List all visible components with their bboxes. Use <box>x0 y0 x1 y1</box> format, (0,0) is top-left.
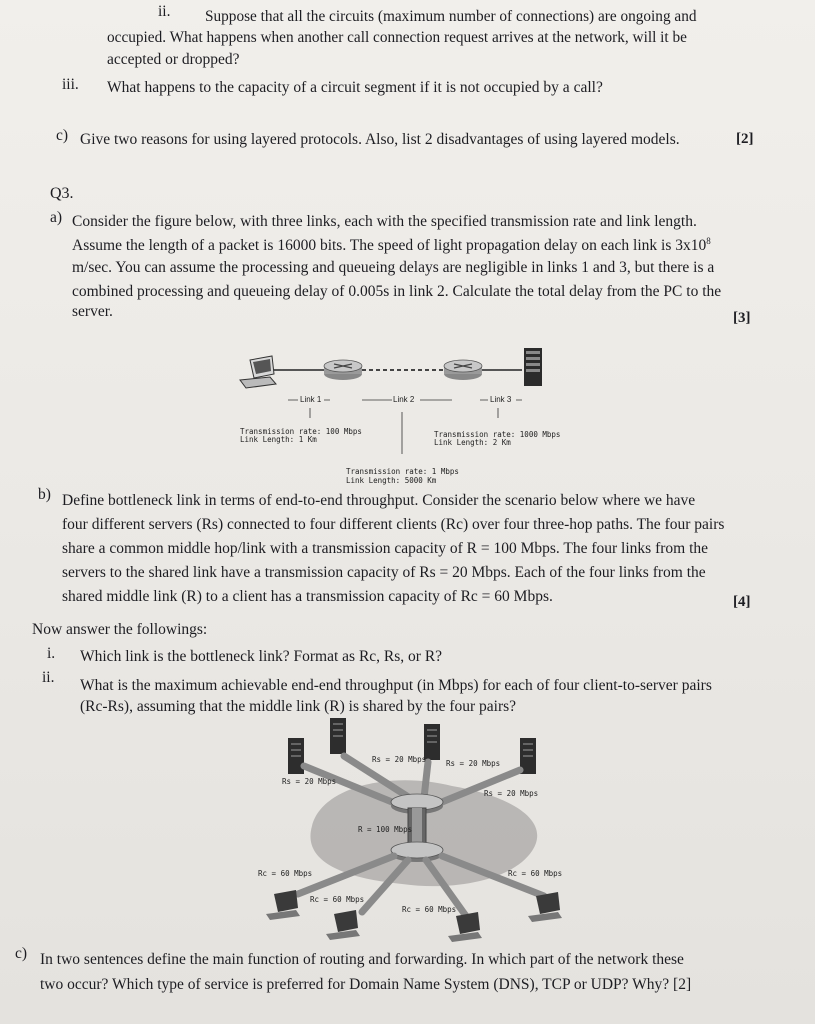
shared-link-figure <box>252 716 582 946</box>
r-label: R = 100 Mbps <box>358 825 413 834</box>
rs-label-3: Rs = 20 Mbps <box>446 759 501 768</box>
rc-label-3: Rc = 60 Mbps <box>402 905 457 914</box>
rc-label-2: Rc = 60 Mbps <box>310 895 365 904</box>
q3-b-line-1: Define bottleneck link in terms of end-to-end throughput. Consider the scenario below where we have <box>62 492 696 509</box>
q2-c-text: Give two reasons for using layered protocols. Also, list 2 disadvantages of using layered models. <box>80 131 680 148</box>
three-link-figure <box>232 340 562 480</box>
q3-a-line-1: Consider the figure below, with three links, each with the specified transmission rate and link length. <box>72 213 697 230</box>
link-3-length: Link Length: 2 Km <box>434 438 511 447</box>
link-2-length: Link Length: 5000 Km <box>346 476 437 485</box>
q3-b-i-text: Which link is the bottleneck link? Format as Rc, Rs, or R? <box>80 648 443 665</box>
q3-a-line-4: combined processing and queueing delay of 0.005s in link 2. Calculate the total delay from the PC to the <box>72 283 722 300</box>
q2-ii-number: ii. <box>158 3 171 20</box>
q3-a-line-2 <box>72 236 711 255</box>
rs-label-4: Rs = 20 Mbps <box>484 789 539 798</box>
q3-b-marks: [4] <box>733 594 751 610</box>
link-3-label: Link 3 <box>490 395 512 404</box>
q2-c-label: c) <box>56 127 69 144</box>
q3-b-i-number: i. <box>47 645 56 662</box>
now-answer-heading: Now answer the followings: <box>32 621 208 638</box>
q3-a-marks: [3] <box>733 310 751 326</box>
q2-ii-line-2: occupied. What happens when another call connection request arrives at the network, will it be <box>107 29 687 46</box>
q2-iii-number: iii. <box>62 76 79 93</box>
q3-a-line-2-text: Assume the length of a packet is 16000 bits. The speed of light propagation delay on each link is 3x10 <box>72 237 707 255</box>
q3-heading: Q3. <box>50 185 74 202</box>
q3-c-line-1: In two sentences define the main function of routing and forwarding. In which part of the network these <box>40 951 684 968</box>
pc-icon <box>240 356 276 388</box>
q2-ii-line-1: Suppose that all the circuits (maximum number of connections) are ongoing and <box>205 8 697 25</box>
q3-b-ii-line-2: (Rc-Rs), assuming that the middle link (R) is shared by the four pairs? <box>80 698 517 715</box>
q3-b-ii-number: ii. <box>42 669 55 686</box>
link-2-label: Link 2 <box>393 395 415 404</box>
q3-b-label: b) <box>38 486 51 503</box>
q3-c-line-2: two occur? Which type of service is preferred for Domain Name System (DNS), TCP or UDP? Why? [2] <box>40 976 692 993</box>
q2-c-marks: [2] <box>736 131 754 147</box>
router-icon-1 <box>324 360 362 380</box>
rs-label-2: Rs = 20 Mbps <box>372 755 427 764</box>
link-3-rate: Transmission rate: 1000 Mbps <box>434 430 561 439</box>
q3-a-label: a) <box>50 209 63 226</box>
q3-c-label: c) <box>15 945 28 962</box>
q2-ii-line-3: accepted or dropped? <box>107 51 240 68</box>
link-2-rate: Transmission rate: 1 Mbps <box>346 467 459 476</box>
router-icon-2 <box>444 360 482 380</box>
q3-a-exponent: 8 <box>706 236 711 246</box>
server-icon <box>524 348 542 386</box>
q3-a-line-3: m/sec. You can assume the processing and queueing delays are negligible in links 1 and 3, but there is a <box>72 259 715 276</box>
link-1-label: Link 1 <box>300 395 322 404</box>
rs-label-1: Rs = 20 Mbps <box>282 777 337 786</box>
rc-label-4: Rc = 60 Mbps <box>508 869 563 878</box>
q3-b-line-4: servers to the shared link have a transmission capacity of Rs = 20 Mbps. Each of the four links from the <box>62 564 706 581</box>
q3-b-line-2: four different servers (Rs) connected to four different clients (Rc) over four three-hop paths. The four pairs <box>62 516 725 533</box>
link-1-length: Link Length: 1 Km <box>240 435 317 444</box>
q3-b-line-3: share a common middle hop/link with a transmission capacity of R = 100 Mbps. The four links from the <box>62 540 709 557</box>
q3-b-ii-line-1: What is the maximum achievable end-end throughput (in Mbps) for each of four client-to-server pairs <box>80 677 712 694</box>
q3-b-line-5: shared middle link (R) to a client has a transmission capacity of Rc = 60 Mbps. <box>62 588 553 605</box>
link-1-rate: Transmission rate: 100 Mbps <box>240 427 362 436</box>
rc-label-1: Rc = 60 Mbps <box>258 869 313 878</box>
q3-a-line-5: server. <box>72 303 113 320</box>
link-2-length-caption <box>346 476 446 486</box>
q2-iii-text: What happens to the capacity of a circuit segment if it is not occupied by a call? <box>107 79 603 96</box>
